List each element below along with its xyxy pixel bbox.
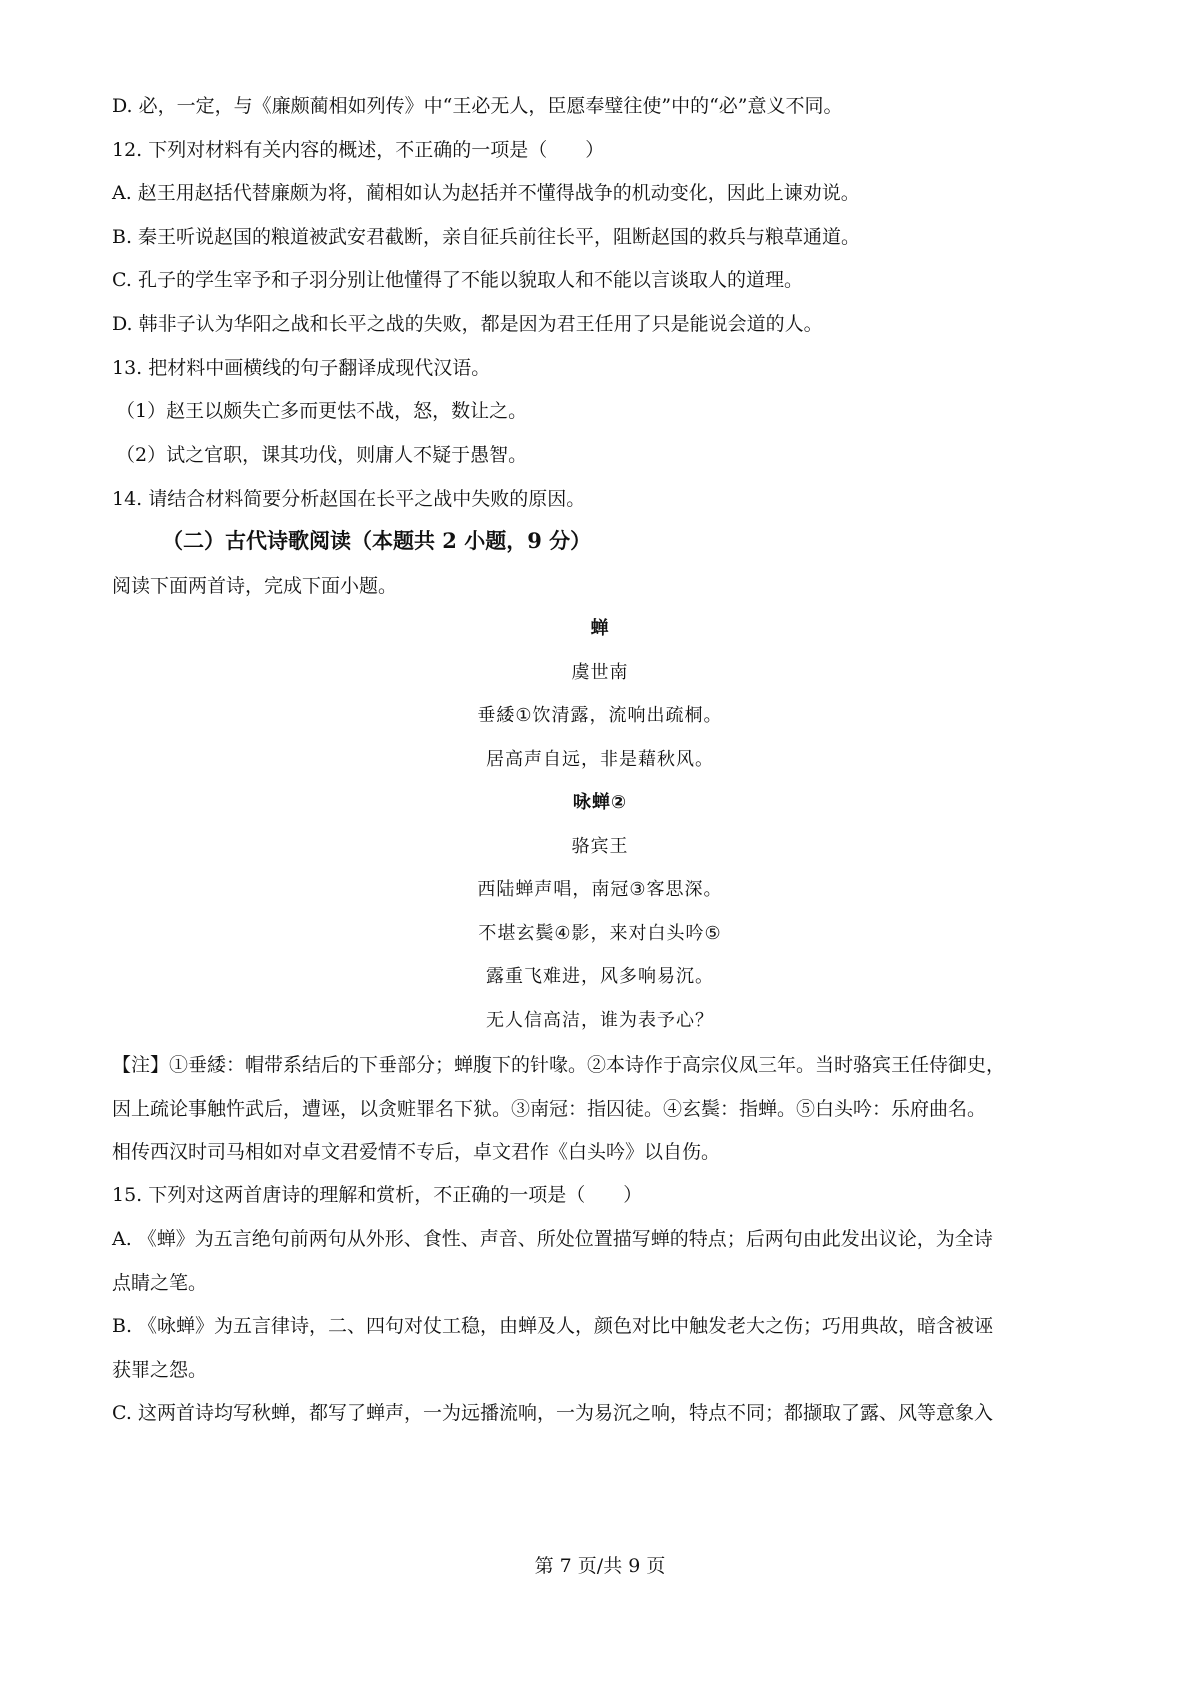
option-c-q12: C. 孔子的学生宰予和子羽分别让他懂得了不能以貌取人和不能以言谈取人的道理。 bbox=[112, 269, 803, 291]
option-a-q15: A. 《蝉》为五言绝句前两句从外形、食性、声音、所处位置描写蝉的特点；后两句由此发出议论，为全诗 bbox=[112, 1228, 993, 1250]
option-c-q15: C. 这两首诗均写秋蝉，都写了蝉声，一为远播流响，一为易沉之响，特点不同；都撷取了露、风等意象入 bbox=[112, 1402, 993, 1424]
poem2-line-3: 露重飞难进，风多响易沉。 bbox=[486, 966, 714, 987]
option-b-q12: B. 秦王听说赵国的粮道被武安君截断，亲自征兵前往长平，阻断赵国的救兵与粮草通道。 bbox=[112, 226, 861, 248]
poem1-line-2: 居高声自远，非是藉秋风。 bbox=[486, 749, 714, 770]
option-a-q15-cont: 点睛之笔。 bbox=[112, 1272, 208, 1294]
option-d-q11: D. 必，一定，与《廉颇蔺相如列传》中“王必无人，臣愿奉璧往使”中的“必”意义不同。 bbox=[112, 95, 843, 117]
note-line-1: 【注】①垂緌：帽带系结后的下垂部分；蝉腹下的针喙。②本诗作于高宗仪凤三年。当时骆宾王任侍御史， bbox=[112, 1054, 1006, 1076]
poem2-line-2: 不堪玄鬓④影，来对白头吟⑤ bbox=[478, 923, 722, 944]
poem2-title: 咏蝉② bbox=[572, 792, 628, 813]
poem2-line-4: 无人信高洁，谁为表予心？ bbox=[486, 1010, 714, 1031]
page-number: 第 7 页/共 9 页 bbox=[534, 1555, 666, 1577]
poem2-author: 骆宾王 bbox=[571, 836, 629, 857]
q13-sentence-2: （2）试之官职，课其功伐，则庸人不疑于愚智。 bbox=[116, 444, 528, 466]
option-d-q12: D. 韩非子认为华阳之战和长平之战的失败，都是因为君王任用了只是能说会道的人。 bbox=[112, 313, 823, 335]
option-b-q15: B. 《咏蝉》为五言律诗，二、四句对仗工稳，由蝉及人，颜色对比中触发老大之伤；巧用典故，暗含被诬 bbox=[112, 1315, 994, 1337]
question-13: 13. 把材料中画横线的句子翻译成现代汉语。 bbox=[112, 357, 491, 379]
question-14: 14. 请结合材料简要分析赵国在长平之战中失败的原因。 bbox=[112, 488, 586, 510]
poem1-title: 蝉 bbox=[590, 618, 610, 639]
question-12: 12. 下列对材料有关内容的概述，不正确的一项是（ ） bbox=[112, 139, 605, 161]
section-heading: （二）古代诗歌阅读（本题共 2 小题，9 分） bbox=[162, 528, 592, 553]
option-b-q15-cont: 获罪之怨。 bbox=[112, 1359, 208, 1381]
poem1-author: 虞世南 bbox=[571, 662, 629, 683]
note-line-2: 因上疏论事触忤武后，遭诬，以贪赃罪名下狱。③南冠：指囚徒。④玄鬓：指蝉。⑤白头吟：乐府曲名。 bbox=[112, 1098, 987, 1120]
option-a-q12: A. 赵王用赵括代替廉颇为将，蔺相如认为赵括并不懂得战争的机动变化，因此上谏劝说。 bbox=[112, 182, 860, 204]
note-line-3: 相传西汉时司马相如对卓文君爱情不专后，卓文君作《白头吟》以自伤。 bbox=[112, 1141, 721, 1163]
question-15: 15. 下列对这两首唐诗的理解和赏析，不正确的一项是（ ） bbox=[112, 1184, 643, 1206]
instruction: 阅读下面两首诗，完成下面小题。 bbox=[112, 575, 398, 597]
poem1-line-1: 垂緌①饮清露，流响出疏桐。 bbox=[477, 705, 723, 726]
poem2-line-1: 西陆蝉声唱，南冠③客思深。 bbox=[477, 879, 723, 900]
q13-sentence-1: （1）赵王以颇失亡多而更怯不战，怒，数让之。 bbox=[116, 400, 528, 422]
